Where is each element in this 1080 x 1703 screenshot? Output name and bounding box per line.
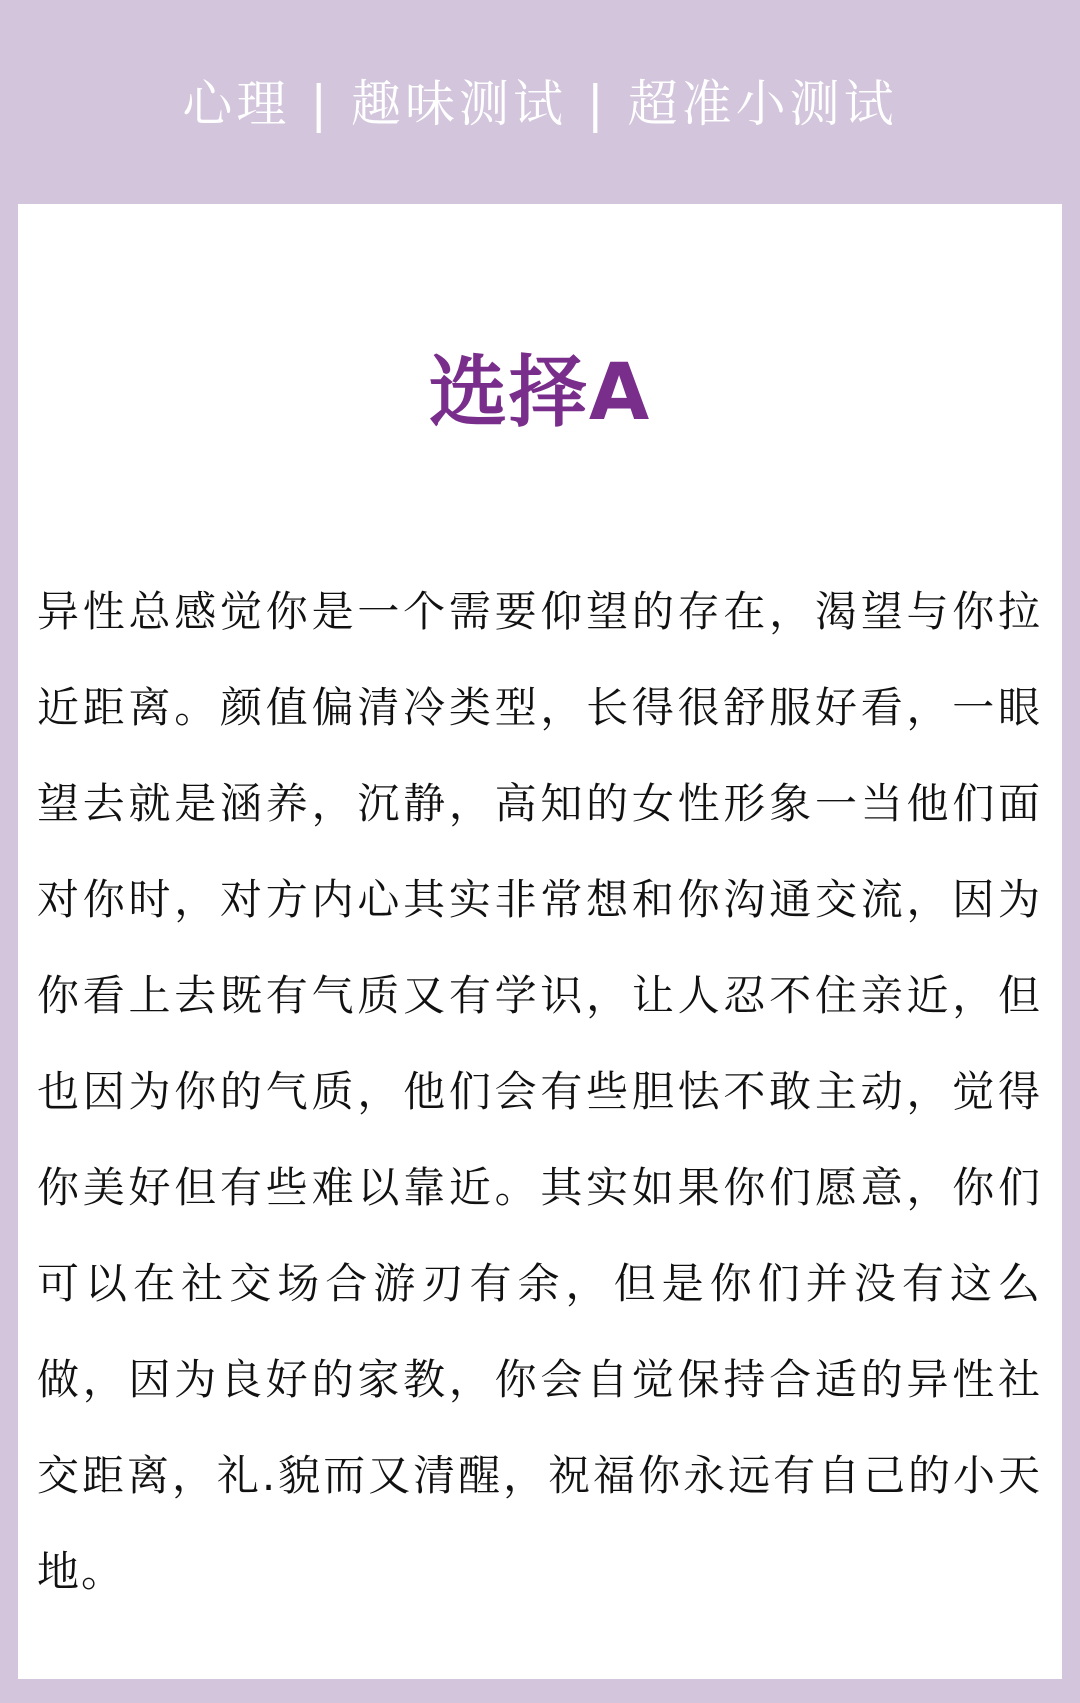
content-card xyxy=(18,204,1062,1679)
result-paragraph: 异性总感觉你是一个需要仰望的存在，渴望与你拉近距离。颜值偏清冷类型，长得很舒服好看，一眼望去就是涵养，沉静，高知的女性形象一当他们面对你时，对方内心其实非常想和你沟通交流，因为你看上去既有气质又有学识，让人忍不住亲近，但也因为你的气质，他们会有些胆怯不敢主动，觉得你美好但有些难以靠近。其实如果你们愿意，你们可以在社交场合游刃有余，但是你们并没有这么做，因为良好的家教，你会自觉保持合适的异性社交距离，礼.貌而又清醒，祝福你永远有自己的小天地。 xyxy=(37,587,1042,1596)
header-bar xyxy=(0,0,1080,204)
header-breadcrumb: 心理 | 趣味测试 | 超准小测试 xyxy=(182,75,898,133)
result-title: 选择A xyxy=(428,348,652,438)
